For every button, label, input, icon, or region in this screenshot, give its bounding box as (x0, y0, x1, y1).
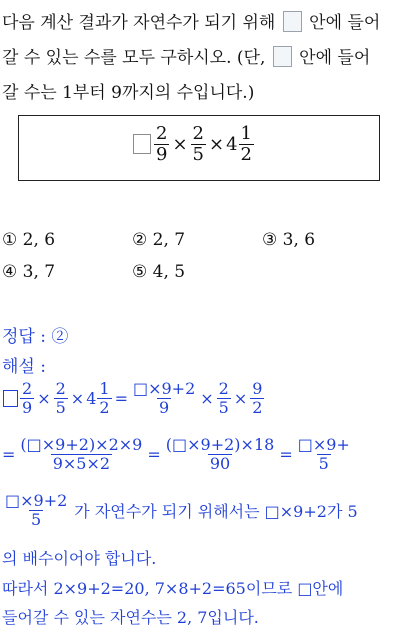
blank-box-icon (3, 390, 18, 407)
choice-1[interactable]: ① 2, 6 (2, 230, 56, 250)
blank-box-icon (283, 11, 302, 32)
fraction-2-5: $\frac{2}{5}$ (192, 123, 204, 165)
times-operator: × (209, 133, 225, 155)
explanation-label: 해설 : (2, 357, 46, 377)
expression (133, 124, 255, 165)
solution-step-4: 의 배수이어야 합니다. (2, 549, 157, 568)
expression-box (18, 115, 380, 181)
choice-5[interactable]: ⑤ 4, 5 (132, 262, 186, 282)
solution-step-3: $\frac{□\times 9+2}{5}$ 가 자연수가 되기 위해서는 □×9+2가 5 (5, 491, 358, 529)
question-line-3 (2, 78, 254, 103)
question-text: 갈 수는 1부터 9까지의 수입니다.) (2, 83, 255, 103)
mixed-whole: 4 (226, 133, 238, 155)
solution-step-2: = $\frac{(□\times 9+2)\times 2\times 9}{9\times 5\times 2}$ = $\frac{(□\times 9+2)\times 18}{90}$ = $\frac{□\times 9+}{5}$ (2, 435, 350, 473)
question-line-2 (2, 43, 370, 68)
fraction-1-2: $\frac{1}{2}$ (240, 123, 252, 165)
solution-step-5: 따라서 2×9+2=20, 7×8+2=65이므로 □안에 (2, 579, 344, 598)
fraction-2-9: $\frac{2}{9}$ (156, 123, 168, 165)
question-text: 안에 들어 (299, 48, 371, 68)
question-line-1 (2, 8, 380, 33)
solution-step-6: 들어갈 수 있는 자연수는 2, 7입니다. (2, 608, 259, 627)
question-text: 갈 수 있는 수를 모두 구하시오. (단, (2, 48, 266, 68)
blank-box-icon (133, 134, 151, 154)
blank-box-icon (273, 46, 292, 67)
solution-step-1: $\frac{2}{9}$ × $\frac{2}{5}$ × 4 $\frac{1}{2}$ = $\frac{□\times 9+2}{9}$ × $\frac{2}{5}$ × $\frac{9}{2}$ (2, 380, 265, 416)
choice-3[interactable]: ③ 3, 6 (262, 230, 316, 250)
times-operator: × (172, 133, 188, 155)
choice-4[interactable]: ④ 3, 7 (2, 262, 56, 282)
answer-label: 정답 : ② (2, 327, 69, 347)
choice-2[interactable]: ② 2, 7 (132, 230, 186, 250)
question-text: 다음 계산 결과가 자연수가 되기 위해 (2, 13, 276, 33)
question-text: 안에 들어 (309, 13, 381, 33)
